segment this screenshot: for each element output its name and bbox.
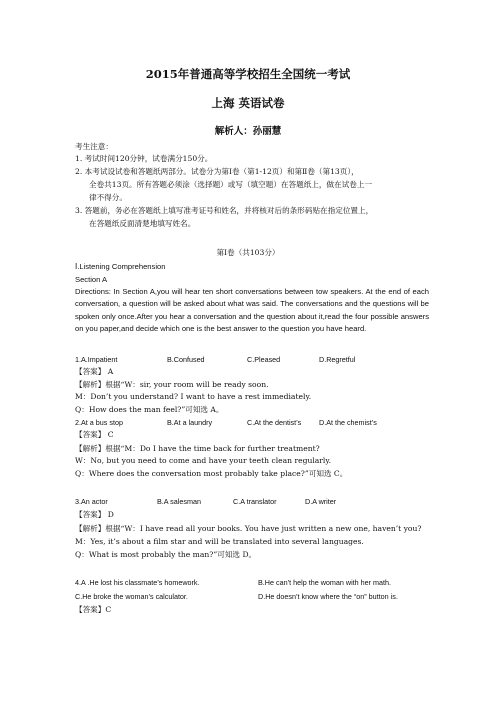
answer-line: 【答案】 C xyxy=(75,430,114,439)
option: 3.An actor xyxy=(75,497,108,506)
notice-item: 全卷共13页。所有答题必须涂（选择题）或写（填空题）在答题纸上，做在试卷上一 xyxy=(89,180,373,189)
analysis-line: Q：Where does the conversation most probably take place?”可知选 C。 xyxy=(75,469,348,478)
option: 1.A.Impatient xyxy=(75,355,118,364)
analysis-line: 【解析】根据“W：I have read all your books. You have just written a new one, haven’t you? xyxy=(75,524,422,533)
option: B.He can’t help the woman with her math. xyxy=(258,578,392,587)
answer-line: 【答案】 D xyxy=(75,510,114,519)
question-options xyxy=(75,497,435,507)
analysis-line: M：Don’t you understand? I want to have a rest immediately. xyxy=(75,392,312,401)
notice-item: 1. 考试时间120分钟，试卷满分150分。 xyxy=(75,154,213,163)
exam-title: 2015年普通高等学校招生全国统一考试 xyxy=(145,67,351,81)
option: 4.A .He lost his classmate’s homework. xyxy=(75,578,200,587)
answer-line: 【答案】C xyxy=(75,605,112,614)
option: C.At the dentist’s xyxy=(247,418,302,427)
analyst-line: 解析人：孙丽慧 xyxy=(214,126,282,137)
notice-item: 3. 答题前，务必在答题纸上填写准考证号和姓名，并将核对后的条形码贴在指定位置上， xyxy=(75,206,374,215)
analysis-line: Q：What is most probably the man?”可知选 D。 xyxy=(75,550,257,559)
option: C.Pleased xyxy=(247,355,281,364)
answer-line: 【答案】 A xyxy=(75,367,114,376)
option: B.Confused xyxy=(167,355,205,364)
option: B.At a laundry xyxy=(167,418,213,427)
notice-item: 在答题纸反面清楚地填写姓名。 xyxy=(89,219,196,228)
question-options xyxy=(75,355,435,365)
question-options xyxy=(75,592,435,602)
analysis-line: Q：How does the man feel?”可知选 A。 xyxy=(75,405,224,414)
option: C.He broke the woman’s calculator. xyxy=(75,592,188,601)
option: B.A salesman xyxy=(157,497,201,506)
directions-paragraph: Directions: In Section A,you will hear ten short conversations between tow speakers. At the end of each conversation, a question will be asked about what was said. The conversations and the questions will be spoken only once.After you hear a conversation and the question about it,read the four possible answers on you paper,and decide which one is the best answer to the question you have heard. xyxy=(75,287,429,334)
part-title: Ⅰ.Listening Comprehension xyxy=(75,262,166,271)
option: D.A writer xyxy=(305,497,337,506)
analysis-line: 【解析】根据“W：sir, your room will be ready soon. xyxy=(75,380,269,389)
option: 2.At a bus stop xyxy=(75,418,123,427)
notice-item: 律不得分。 xyxy=(89,193,127,202)
option: D.Regretful xyxy=(319,355,356,364)
section-heading: 第Ⅰ卷（共103分） xyxy=(216,248,280,257)
notice-heading: 考生注意： xyxy=(75,142,113,151)
option: C.A translator xyxy=(233,497,277,506)
notice-item: 2. 本考试设试卷和答题纸两部分。试卷分为第Ⅰ卷（第1-12页）和第Ⅱ卷（第13页）， xyxy=(75,167,359,176)
option: D.He doesn’t know where the “on” button is. xyxy=(258,592,398,601)
paper-subtitle: 上海 英语试卷 xyxy=(211,96,285,110)
analysis-line: M：Yes, it’s about a film star and will be translated into several languages. xyxy=(75,537,364,546)
section-a-label: Section A xyxy=(75,275,108,284)
option: D.At the chemist’s xyxy=(319,418,377,427)
analysis-line: 【解析】根据“M：Do I have the time back for further treatment? xyxy=(75,444,320,453)
question-options xyxy=(75,578,435,588)
question-options xyxy=(75,418,435,428)
analysis-line: W：No, but you need to come and have your teeth clean regularly. xyxy=(75,456,332,465)
